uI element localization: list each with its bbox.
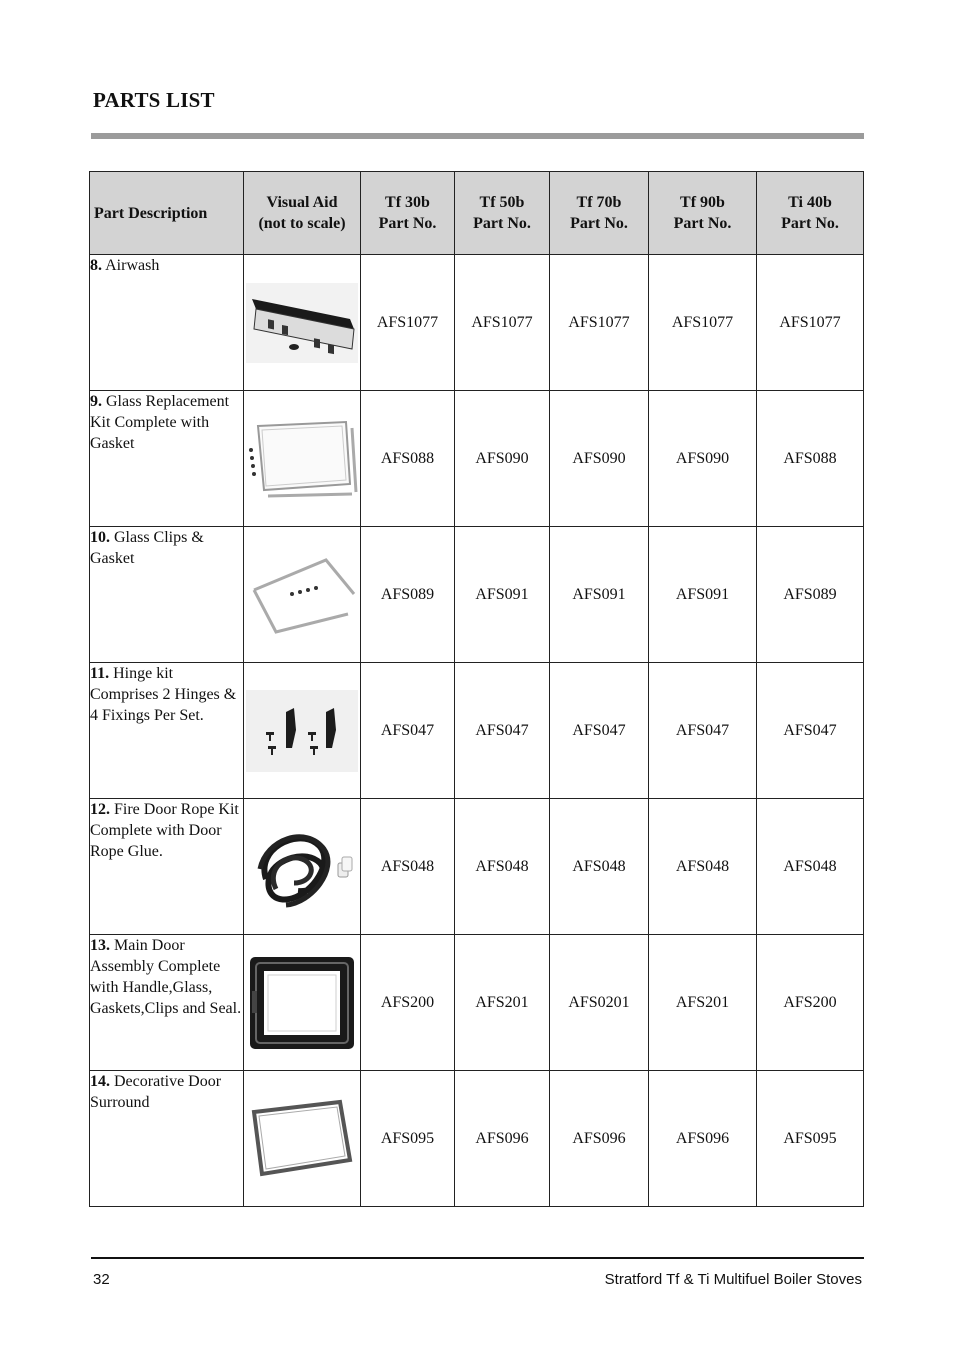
part-number-tf90b: AFS047 <box>649 663 757 799</box>
header-model-tf50b <box>455 172 550 255</box>
part-description <box>90 527 244 663</box>
header-part-no: Part No. <box>570 215 628 232</box>
part-number-tf70b: AFS090 <box>550 391 649 527</box>
header-model-name: Ti 40b <box>788 194 832 211</box>
part-number-ti40b: AFS047 <box>757 663 864 799</box>
header-model-name: Tf 30b <box>385 194 430 211</box>
document-title: Stratford Tf & Ti Multifuel Boiler Stoves <box>604 1271 862 1288</box>
part-number-label: 9. <box>90 393 102 410</box>
header-part-no: Part No. <box>781 215 839 232</box>
part-description-text: Glass Replacement Kit Complete with Gasket <box>90 393 230 452</box>
part-number-tf90b: AFS048 <box>649 799 757 935</box>
part-description-text: Main Door Assembly Complete with Handle,Glass, Gaskets,Clips and Seal. <box>90 937 242 1017</box>
part-number-tf50b: AFS1077 <box>455 255 550 391</box>
page-title: PARTS LIST <box>93 88 215 112</box>
header-model-name: Tf 90b <box>680 194 725 211</box>
part-description-text: Fire Door Rope Kit Complete with Door Rope Glue. <box>90 801 239 860</box>
header-model-ti40b <box>757 172 864 255</box>
part-number-tf50b: AFS048 <box>455 799 550 935</box>
table-row <box>90 527 864 663</box>
part-number-tf30b: AFS095 <box>361 1071 455 1207</box>
part-number-tf90b: AFS091 <box>649 527 757 663</box>
part-number-tf70b: AFS048 <box>550 799 649 935</box>
visual-aid-cell <box>244 527 361 663</box>
part-number-tf70b: AFS0201 <box>550 935 649 1071</box>
part-number-label: 10. <box>90 529 110 546</box>
footer-divider <box>91 1257 864 1259</box>
glass-kit-icon <box>246 418 358 500</box>
part-number-tf50b: AFS201 <box>455 935 550 1071</box>
header-model-name: Tf 50b <box>479 194 525 211</box>
header-model-tf70b <box>550 172 649 255</box>
glass-clips-icon <box>246 554 358 636</box>
part-number-tf30b: AFS047 <box>361 663 455 799</box>
table-row <box>90 391 864 527</box>
table-row <box>90 663 864 799</box>
part-number-tf90b: AFS201 <box>649 935 757 1071</box>
table-row <box>90 935 864 1071</box>
visual-aid-cell <box>244 935 361 1071</box>
part-number-tf90b: AFS1077 <box>649 255 757 391</box>
part-number-label: 8. <box>90 257 102 274</box>
part-number-ti40b: AFS089 <box>757 527 864 663</box>
visual-aid-cell <box>244 391 361 527</box>
part-description <box>90 391 244 527</box>
door-rope-icon <box>246 819 358 915</box>
part-number-ti40b: AFS095 <box>757 1071 864 1207</box>
part-number-tf70b: AFS096 <box>550 1071 649 1207</box>
part-number-tf30b: AFS1077 <box>361 255 455 391</box>
visual-aid-cell <box>244 1071 361 1207</box>
hinge-kit-icon <box>246 690 358 772</box>
title-divider <box>91 133 864 139</box>
part-number-tf30b: AFS200 <box>361 935 455 1071</box>
table-row <box>90 799 864 935</box>
part-description-text: Airwash <box>105 257 160 274</box>
part-number-ti40b: AFS048 <box>757 799 864 935</box>
part-number-tf50b: AFS091 <box>455 527 550 663</box>
part-number-ti40b: AFS1077 <box>757 255 864 391</box>
header-visual-aid <box>244 172 361 255</box>
table-row <box>90 255 864 391</box>
part-description-text: Decorative Door Surround <box>90 1073 222 1111</box>
part-number-tf70b: AFS1077 <box>550 255 649 391</box>
part-description-text: Glass Clips & Gasket <box>90 529 204 567</box>
part-number-label: 11. <box>90 665 110 682</box>
door-surround-icon <box>248 1098 356 1180</box>
part-description <box>90 935 244 1071</box>
part-number-ti40b: AFS088 <box>757 391 864 527</box>
header-model-name: Tf 70b <box>576 194 622 211</box>
header-visual-aid-line2: (not to scale) <box>258 215 346 232</box>
part-number-tf70b: AFS091 <box>550 527 649 663</box>
part-number-tf70b: AFS047 <box>550 663 649 799</box>
header-part-no: Part No. <box>673 215 732 232</box>
visual-aid-cell <box>244 799 361 935</box>
table-header-row <box>90 172 864 255</box>
part-number-tf30b: AFS088 <box>361 391 455 527</box>
part-number-label: 14. <box>90 1073 110 1090</box>
part-number-tf90b: AFS096 <box>649 1071 757 1207</box>
page-number: 32 <box>93 1271 110 1288</box>
main-door-icon <box>248 955 356 1051</box>
airwash-icon <box>246 283 358 363</box>
header-model-tf90b <box>649 172 757 255</box>
part-number-tf90b: AFS090 <box>649 391 757 527</box>
header-part-no: Part No. <box>378 215 437 232</box>
table-row <box>90 1071 864 1207</box>
part-description <box>90 663 244 799</box>
part-description <box>90 1071 244 1207</box>
part-number-tf50b: AFS047 <box>455 663 550 799</box>
visual-aid-cell <box>244 663 361 799</box>
header-part-description: Part Description <box>90 172 244 255</box>
header-visual-aid-line1: Visual Aid <box>266 194 338 211</box>
part-number-label: 12. <box>90 801 110 818</box>
header-part-no: Part No. <box>473 215 531 232</box>
part-number-tf30b: AFS048 <box>361 799 455 935</box>
part-number-tf30b: AFS089 <box>361 527 455 663</box>
part-number-tf50b: AFS096 <box>455 1071 550 1207</box>
part-description-text: Hinge kit Comprises 2 Hinges & 4 Fixings Per Set. <box>90 665 237 724</box>
part-description <box>90 255 244 391</box>
part-number-tf50b: AFS090 <box>455 391 550 527</box>
part-number-ti40b: AFS200 <box>757 935 864 1071</box>
header-model-tf30b <box>361 172 455 255</box>
part-number-label: 13. <box>90 937 110 954</box>
visual-aid-cell <box>244 255 361 391</box>
part-description <box>90 799 244 935</box>
parts-table <box>89 171 864 1207</box>
